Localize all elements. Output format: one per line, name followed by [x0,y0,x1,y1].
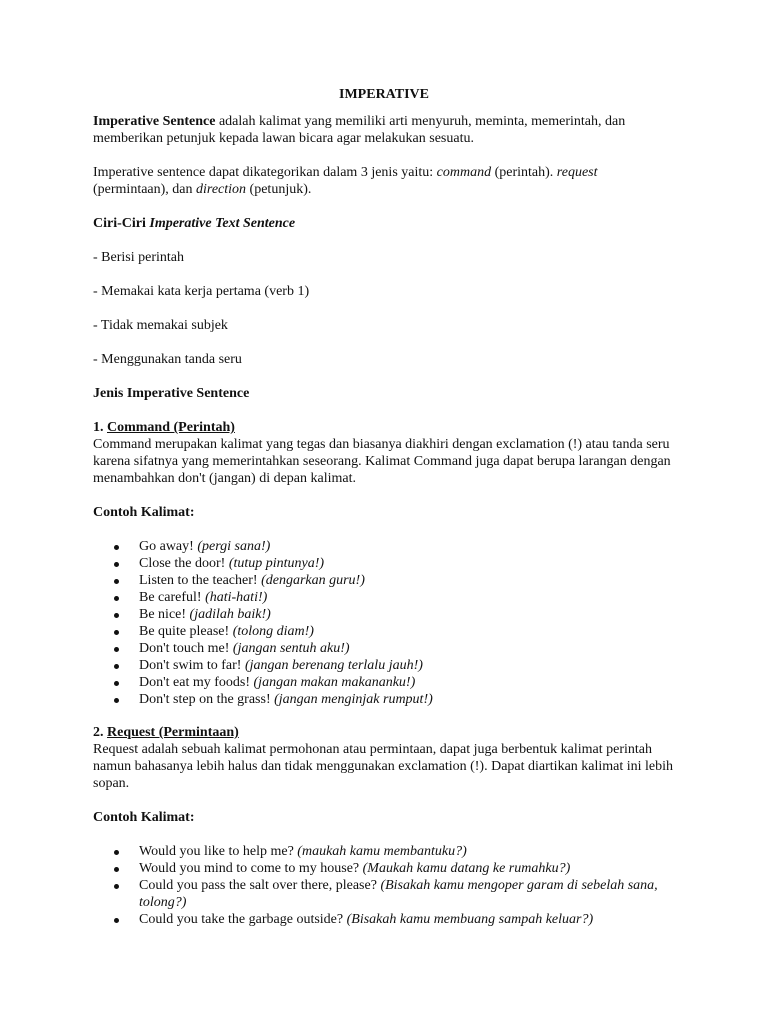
example-english: Could you pass the salt over there, please? [139,878,381,893]
example-translation: (Maukah kamu datang ke rumahku?) [362,861,571,876]
example-english: Close the door! [139,556,229,571]
bullet-icon [114,545,119,550]
example-english: Don't swim to far! [139,658,245,673]
example-translation: (Bisakah kamu membuang sampah keluar?) [346,912,594,927]
ciri-item: - Berisi perintah [93,250,184,265]
bullet-icon [114,562,119,567]
request-examples-heading: Contoh Kalimat: [93,810,195,825]
request-examples-list [93,843,675,928]
list-item [93,589,675,606]
example-translation: (dengarkan guru!) [261,573,365,588]
list-item [93,623,675,640]
bullet-icon [114,918,119,923]
category-request-translation: (permintaan), dan [93,182,197,197]
category-request: request [556,165,598,180]
example-translation: (jangan menginjak rumput!) [274,692,433,707]
list-item [93,691,675,708]
command-title: Command (Perintah) [107,420,235,435]
list-item [93,843,675,860]
example-translation: (jadilah baik!) [189,607,271,622]
bullet-icon [114,613,119,618]
bullet-icon [114,681,119,686]
command-section-heading [93,419,675,436]
list-item [93,606,675,623]
category-direction: direction [196,182,247,197]
list-item [93,538,675,555]
intro-paragraph [93,113,675,147]
list-item [93,860,675,877]
example-english: Don't step on the grass! [139,692,275,707]
bullet-icon [114,647,119,652]
bullet-icon [114,579,119,584]
request-section-heading [93,724,675,741]
ciri-heading-italic: Imperative Text Sentence [149,216,296,231]
list-item [93,572,675,589]
category-command: command [436,165,492,180]
command-examples-list [93,538,675,708]
request-title: Request (Permintaan) [107,725,239,740]
example-translation: (maukah kamu membantuku?) [297,844,467,859]
ciri-item: - Tidak memakai subjek [93,318,228,333]
document-content [93,86,675,944]
intro-term: Imperative Sentence [93,114,216,129]
list-item [93,555,675,572]
ciri-heading-plain: Ciri-Ciri [93,216,150,231]
bullet-icon [114,664,119,669]
example-translation: (jangan berenang terlalu jauh!) [244,658,423,673]
ciri-item: - Memakai kata kerja pertama (verb 1) [93,284,310,299]
list-item [93,877,675,911]
jenis-heading: Jenis Imperative Sentence [93,386,250,401]
example-translation: (jangan makan makananku!) [253,675,416,690]
command-examples-heading: Contoh Kalimat: [93,505,195,520]
example-english: Go away! [139,539,198,554]
command-number: 1. [93,420,107,435]
ciri-item: - Menggunakan tanda seru [93,352,242,367]
example-translation: (tolong diam!) [232,624,314,639]
list-item [93,911,675,928]
example-english: Would you mind to come to my house? [139,861,363,876]
request-description: Request adalah sebuah kalimat permohonan atau permintaan, dapat juga berbentuk kalimat perintah namun bahasanya lebih halus dan tidak menggunakan exclamation (!). Dapat diartikan kalimat ini lebih sopan. [93,742,674,791]
command-description: Command merupakan kalimat yang tegas dan biasanya diakhiri dengan exclamation (!) atau tanda seru karena sifatnya yang memerintahkan seseorang. Kalimat Command juga dapat berupa larangan dengan menambahkan don't (jangan) di depan kalimat. [93,437,671,486]
document-title: IMPERATIVE [339,87,429,102]
list-item [93,674,675,691]
ciri-heading [93,215,675,232]
example-english: Don't eat my foods! [139,675,254,690]
categories-lead: Imperative sentence dapat dikategorikan dalam 3 jenis yaitu: [93,165,437,180]
categories-paragraph [93,164,675,198]
bullet-icon [114,884,119,889]
example-english: Be quite please! [139,624,233,639]
example-translation: (Bisakah kamu mengoper garam di sebelah sana, tolong?) [139,878,658,910]
example-english: Would you like to help me? [139,844,298,859]
bullet-icon [114,596,119,601]
example-translation: (pergi sana!) [197,539,271,554]
example-english: Could you take the garbage outside? [139,912,347,927]
intro-text: adalah kalimat yang memiliki arti menyuruh, meminta, memerintah, dan memberikan petunjuk kepada lawan bicara agar melakukan sesuatu. [93,114,626,146]
example-translation: (hati-hati!) [205,590,268,605]
example-english: Don't touch me! [139,641,233,656]
bullet-icon [114,850,119,855]
example-english: Be nice! [139,607,190,622]
request-number: 2. [93,725,107,740]
list-item [93,640,675,657]
list-item [93,657,675,674]
example-english: Be careful! [139,590,206,605]
category-command-translation: (perintah). [491,165,557,180]
bullet-icon [114,698,119,703]
bullet-icon [114,867,119,872]
example-translation: (tutup pintunya!) [228,556,325,571]
category-direction-translation: (petunjuk). [246,182,312,197]
bullet-icon [114,630,119,635]
example-translation: (jangan sentuh aku!) [232,641,350,656]
example-english: Listen to the teacher! [139,573,262,588]
